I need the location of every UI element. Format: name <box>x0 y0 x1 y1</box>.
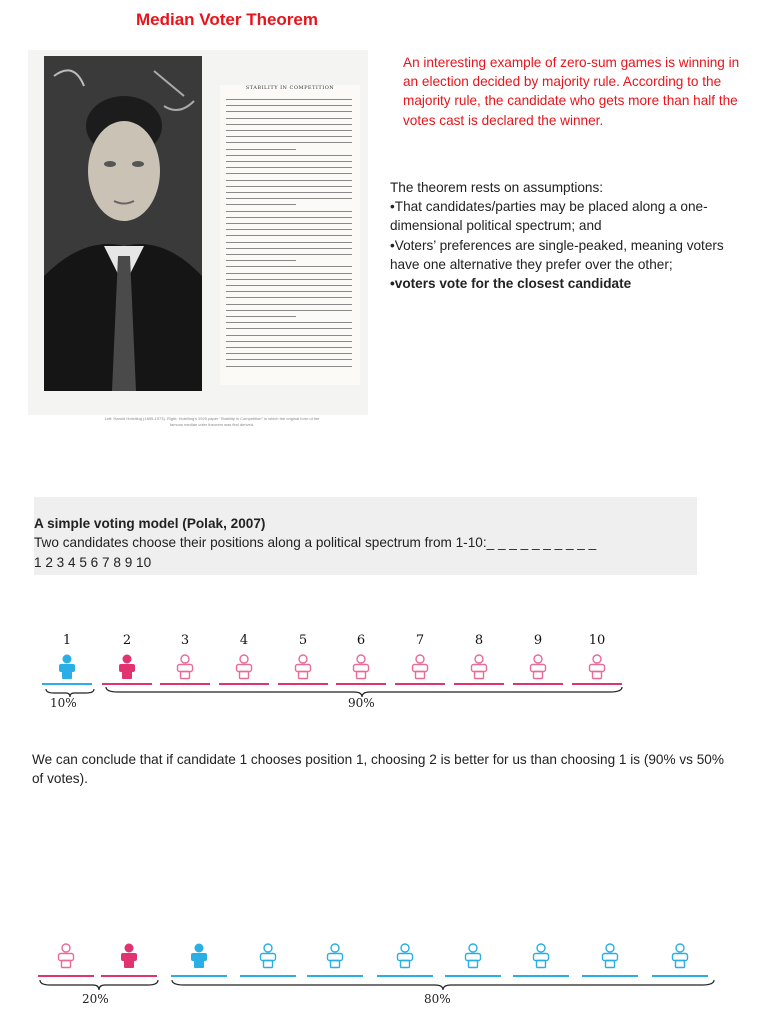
voter-icon <box>257 943 279 969</box>
paper-text-line <box>226 155 352 156</box>
paper-title: STABILITY IN COMPETITION <box>245 85 335 91</box>
paper-text-line <box>226 291 352 292</box>
paper-text-line <box>226 118 352 119</box>
paper-text-line <box>226 310 352 311</box>
paper-text-line <box>226 223 352 224</box>
position-number: 5 <box>298 633 308 648</box>
position-number: 2 <box>122 633 132 648</box>
paper-text-line <box>226 285 352 286</box>
paper-text-line <box>226 180 352 181</box>
paper-text-line <box>226 359 352 360</box>
paper-text-line <box>226 366 352 367</box>
voter-line <box>377 975 433 977</box>
hotelling-image <box>28 50 368 427</box>
paper-text-line <box>226 130 352 131</box>
voter-icon <box>527 654 549 680</box>
voter-icon <box>324 943 346 969</box>
model-title: A simple voting model (Polak, 2007) <box>34 516 266 531</box>
position-number: 3 <box>180 633 190 648</box>
paper-text-line <box>226 111 352 112</box>
voter-line <box>101 975 157 977</box>
paper-text-line <box>226 304 352 305</box>
paper-text-line <box>226 254 352 255</box>
voter-line <box>171 975 227 977</box>
paper-text-line <box>226 273 352 274</box>
voter-icon <box>174 654 196 680</box>
position-number: 6 <box>356 633 366 648</box>
paper-text-line <box>226 167 352 168</box>
voter-line <box>240 975 296 977</box>
assumptions-block <box>390 178 750 293</box>
paper-text-line <box>226 322 352 323</box>
paper-text-line <box>226 347 352 348</box>
paper-page <box>220 85 360 385</box>
paper-text-line <box>226 248 352 249</box>
voter-line <box>445 975 501 977</box>
paper-text-line <box>226 229 352 230</box>
candidate-2-icon <box>116 654 138 680</box>
voter-icon <box>292 654 314 680</box>
voter-icon <box>394 943 416 969</box>
paper-text-line <box>226 353 352 354</box>
right-share-label: 90% <box>348 696 375 710</box>
paper-text-line <box>226 335 352 336</box>
right-share-label: 80% <box>424 992 451 1006</box>
voter-icon <box>462 943 484 969</box>
paper-text-line <box>226 149 296 150</box>
paper-text-line <box>226 266 352 267</box>
position-number: 8 <box>474 633 484 648</box>
voter-icon <box>409 654 431 680</box>
paper-text-line <box>226 260 296 261</box>
left-share-label: 20% <box>82 992 109 1006</box>
paper-text-line <box>226 204 296 205</box>
voter-line <box>38 975 94 977</box>
paper-text-line <box>226 136 352 137</box>
voting-model-box <box>34 497 697 575</box>
voter-icon <box>530 943 552 969</box>
voter-line <box>582 975 638 977</box>
voter-icon <box>599 943 621 969</box>
left-share-label: 10% <box>50 696 77 710</box>
paper-text-line <box>226 124 352 125</box>
paper-text-line <box>226 316 296 317</box>
position-number: 9 <box>533 633 543 648</box>
voter-line <box>513 975 569 977</box>
paper-text-line <box>226 186 352 187</box>
position-number: 7 <box>415 633 425 648</box>
candidate-2-icon <box>118 943 140 969</box>
voter-line <box>652 975 708 977</box>
conclusion-text: We can conclude that if candidate 1 chooses position 1, choosing 2 is better for us than choosing 1 is (90% vs 50% of votes). <box>32 752 724 787</box>
paper-text-line <box>226 217 352 218</box>
intro-text: An interesting example of zero-sum games is winning in an election decided by majority rule. According to the majority rule, the candidate who gets more than half the votes cast is declared the winner. <box>403 55 740 128</box>
voter-icon <box>669 943 691 969</box>
model-description: Two candidates choose their positions along a political spectrum from 1-10:_ _ _ _ _ _ _ _ _ _ <box>34 535 597 550</box>
paper-text-line <box>226 173 352 174</box>
position-number: 10 <box>588 633 606 648</box>
voter-line <box>307 975 363 977</box>
paper-text-line <box>226 297 352 298</box>
paper-text-line <box>226 328 352 329</box>
model-scale: 1 2 3 4 5 6 7 8 9 10 <box>34 555 152 570</box>
assumption-item: •Voters’ preferences are single-peaked, meaning voters have one alternative they prefer over the other; <box>390 237 724 272</box>
paper-text-line <box>226 242 352 243</box>
image-caption: Left: Harold Hotelling (1895-1973). Right: Hotelling's 1929 paper "Stability in Competition" in which the original form of the famous median voter theorem was first derived. <box>104 416 320 427</box>
candidate-1-icon <box>56 654 78 680</box>
candidate-1-icon <box>188 943 210 969</box>
paper-text-line <box>226 105 352 106</box>
paper-text-line <box>226 142 352 143</box>
paper-text-line <box>226 235 352 236</box>
page-title: Median Voter Theorem <box>136 10 318 29</box>
assumptions-lead: The theorem rests on assumptions: <box>390 180 604 195</box>
position-number: 1 <box>62 633 72 648</box>
paper-text-line <box>226 198 352 199</box>
voter-icon <box>350 654 372 680</box>
paper-text-line <box>226 161 352 162</box>
position-number: 4 <box>239 633 249 648</box>
paper-text-line <box>226 341 352 342</box>
voter-icon <box>233 654 255 680</box>
voter-icon <box>55 943 77 969</box>
voter-icon <box>468 654 490 680</box>
assumption-item: •That candidates/parties may be placed along a one-dimensional political spectrum; and <box>390 199 708 234</box>
portrait-photo <box>44 56 202 391</box>
paper-text-line <box>226 192 352 193</box>
paper-text-line <box>226 99 352 100</box>
assumption-item: •voters vote for the closest candidate <box>390 276 632 292</box>
paper-text-line <box>226 279 352 280</box>
paper-text-line <box>226 211 352 212</box>
voter-icon <box>586 654 608 680</box>
